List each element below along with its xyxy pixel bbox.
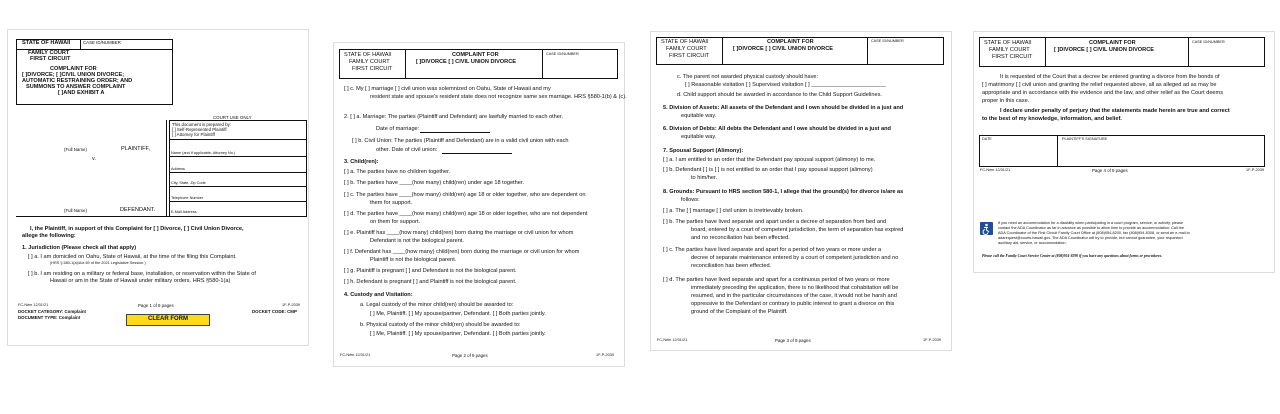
ada-line: adarequest@courts.hawaii.gov. The ADA Coordinator will try to provide, but cannot guarantee, your requested bbox=[998, 236, 1183, 240]
request-line: appropriate and in accordance with the evidence and the law, and other relief as the Court deems bbox=[982, 90, 1223, 96]
docket-category: DOCKET CATEGORY: Complaint bbox=[18, 309, 86, 314]
case-id-label: CASE ID/NUMBER bbox=[83, 40, 121, 45]
title-line: [ ]DIVORCE; [ ]CIVIL UNION DIVORCE; bbox=[22, 72, 125, 78]
document-type: DOCUMENT TYPE: Complaint bbox=[18, 315, 81, 320]
ada-line: ADA Coordinator of the First Circuit Family Court Office at (808)954-8200, fax (808)954-8308, or send an e-mail to bbox=[998, 231, 1190, 235]
page-1: STATE OF HAWAII CASE ID/NUMBER FAMILY COURT FIRST CIRCUIT COMPLAINT FOR [ ]DIVORCE; [ ]CIVIL UNION DIVORCE; AUTOMATIC RESTRAINING ORDER; AND SUMMONS TO ANSWER COMPLAINT [ ]AND EXHIBIT A COURT USE ONLY This document is prepared by: [ ] Self-Represented Plaintiff [ ] Attorney for Plaintiff Name (and if applicable, Attorney No.) Address City, State, Zip Code Telephone Number E-Mail Address (Full Name) PLAINTIFF, v. (Full Name) DEFENDANT. I, the Plaintiff, in support of this Complaint for [ ] Divorce, [ ] Civil Union Divorce, allege the following: 1. Jurisdiction (Please check all that apply) [ ] a. I am domiciled on Oahu, State of Hawaii, at the time of the filing this Complaint. (HRS § 580-1(a)/Act 69 of the 2021 Legislative Session.) [ ] b. I am residing on a military or federal base, installation, or reservation within the State of Hawaii or am in the State of Hawaii under military orders. HRS §580-1(a) FC-Ném 12/31/21 Page 1 of 9 pages 1F-P-2039 DOCKET CATEGORY: Complaint DOCKET CODE: CMP DOCUMENT TYPE: Complaint CLEAR FORM bbox=[8, 30, 308, 345]
accessibility-icon bbox=[980, 222, 993, 235]
signature-label: PLAINTIFF'S SIGNATURE bbox=[1062, 137, 1108, 141]
declare-line: I declare under penalty of perjury that the statements made herein are true and correct bbox=[1000, 108, 1230, 114]
intro-line: I, the Plaintiff, in support of this Complaint for [ ] Divorce, [ ] Civil Union Divorce, bbox=[30, 226, 244, 232]
versus: v. bbox=[92, 156, 96, 162]
footer-code: 1F-P-2039 bbox=[282, 303, 300, 307]
telephone-field-label: Telephone Number bbox=[171, 196, 204, 200]
attorney-checkbox[interactable]: [ ] Attorney for Plaintiff bbox=[172, 132, 215, 137]
defendant-name-label: (Full Name) bbox=[64, 208, 87, 213]
title-line: COMPLAINT FOR bbox=[50, 66, 97, 72]
clear-form-label: CLEAR FORM bbox=[148, 316, 188, 322]
intro-line: allege the following: bbox=[22, 233, 76, 239]
jurisdiction-heading: 1. Jurisdiction (Please check all that apply) bbox=[22, 245, 137, 251]
plaintiff-label: PLAINTIFF, bbox=[121, 146, 150, 152]
email-field-label: E-Mail Address bbox=[171, 210, 197, 214]
address-field-label: Address bbox=[171, 167, 185, 171]
request-line: It is requested of the Court that a decree be entered granting a divorce from the bonds of bbox=[1000, 74, 1220, 80]
title-line: SUMMONS TO ANSWER COMPLAINT bbox=[26, 84, 126, 90]
page-2: STATE OF HAWAII FAMILY COURT FIRST CIRCUIT COMPLAINT FOR [ ]DIVORCE [ ] CIVIL UNION DIVORCE CASE ID/NUMBER [ ] c. My [ ] marriage [ ] civil union was solemnized on Oahu, State of Hawaii and my resident state and spouse's resident state does not recognize same sex marriage. HRS §580-1(b) & (c). 2. [ ] a. Marriage: The parties (Plaintiff and Defendant) are lawfully married to each other. Date of marriage: [ ] b. Civil Union: The parties (Plaintiff and Defendant) are in a valid civil union with each other. Date of civil union: 3. Child(ren): [ ] a. The parties have no children together. [ ] b. The parties have ____(how many) child(ren) under age 18 together. [ ] c. The parties have ____(how many) child(ren) age 18 or older together, who are dependent on them for support. [ ] d. The parties have ____(how many) child(ren) age 18 or older together, who are not dependent on them for support. [ ] e. Plaintiff has ____(how many) child(ren) born during the marriage or civil union for whom Defendant is not the biological parent. [ ] f. Defendant has ____(how many) child(ren) born during the marriage or civil union for whom Plaintiff is not the biological parent. [ ] g. Plaintiff is pregnant [ ] and Defendant is not the biological parent. [ ] h. Defendant is pregnant [ ] and Plaintiff is not the biological parent. 4. Custody and Visitation: a. Legal custody of the minor child(ren) should be awarded to: [ ] Me, Plaintiff. [ ] My spouse/partner, Defendant. [ ] Both parties jointly. b. Physical custody of the minor child(ren) should be awarded to: [ ] Me, Plaintiff. [ ] My spouse/partner, Defendant. [ ] Both parties jointly. FC-Ném 12/31/21 Page 2 of 9 pages 1F-P-2039 bbox=[334, 43, 624, 366]
request-line: proper in this case. bbox=[982, 98, 1030, 104]
ada-line: auxiliary aid, service, or accommodation. bbox=[998, 241, 1067, 245]
declare-line: to the best of my knowledge, information, and belief. bbox=[982, 116, 1122, 122]
docket-code: DOCKET CODE: CMP bbox=[252, 309, 297, 314]
signature-box bbox=[979, 135, 1265, 167]
date-label: DATE bbox=[982, 137, 992, 141]
service-center-note: Please call the Family Court Service Center at (808)954-8290 if you have any questions about forms or procedures. bbox=[982, 254, 1163, 258]
ada-line: If you need an accommodation for a disability when participating in a court program, service, or activity, please bbox=[998, 221, 1184, 225]
court-use-heading: COURT USE ONLY bbox=[213, 115, 252, 120]
ada-line: contact the ADA Coordinator as far in advance as possible to allow time to provide an accommodation: Call the bbox=[998, 226, 1184, 230]
court-line: STATE OF HAWAII bbox=[22, 40, 71, 46]
footer-form: FC-Ném 12/31/21 bbox=[18, 303, 49, 307]
title-line: AUTOMATIC RESTRAINING ORDER; AND bbox=[22, 78, 133, 84]
page-3: STATE OF HAWAII FAMILY COURT FIRST CIRCUIT COMPLAINT FOR [ ]DIVORCE [ ] CIVIL UNION DIVORCE CASE ID/NUMBER c. The parent not awarded physical custody should have: [ ] Reasonable visitation [ ] Supervised visitation [ ] ________________________ d. Child support should be awarded in accordance to the Child Support Guidelines. 5. Division of Assets: All assets of the Defendant and I own should be divided in a just and equitable way. 6. Division of Debts: All debts the Defendant and I owe should be divided in a just and equitable way. 7. Spousal Support (Alimony): [ ] a. I am entitled to an order that the Defendant pay spousal support (alimony) to me. [ ] b. Defendant [ ] is [ ] is not entitled to an order that I pay spousal support (alimony) to him/her. 8. Grounds: Pursuant to HRS section 580-1, I allege that the ground(s) for divorce is/are as follows: [ ] a. The [ ] marriage [ ] civil union is irretrievably broken. [ ] b. The parties have lived separate and apart under a decree of separation from bed and board, entered by a court of competent jurisdiction, the term of separation has expired and no reconciliation has been effected. [ ] c. The parties have lived separate and apart for a period of two years or more under a decree of separate maintenance entered by a court of competent jurisdiction and no reconciliation has been effected. [ ] d. The parties have lived separate and apart for a continuous period of two years or more immediately preceding the application, there is no likelihood that cohabitation will be resumed, and in the particular circumstances of the case, it would not be harsh and oppressive to the Defendant or contrary to public interest to grant a divorce on this ground of the Complaint of the Plaintiff. FC-Ném 12/31/21 Page 3 of 9 pages 1F-P-2039 bbox=[651, 32, 951, 350]
jurisdiction-b[interactable]: [ ] b. I am residing on a military or federal base, installation, or reservation within the State of bbox=[28, 271, 256, 277]
jurisdiction-a[interactable]: [ ] a. I am domiciled on Oahu, State of Hawaii, at the time of the filing this Complaint. bbox=[28, 254, 237, 260]
page-4: STATE OF HAWAII FAMILY COURT FIRST CIRCUIT COMPLAINT FOR [ ]DIVORCE [ ] CIVIL UNION DIVORCE CASE ID/NUMBER It is requested of the Court that a decree be entered granting a divorce from the bonds of [ ] matrimony [ ] civil union and granting the relief requested above, all as alleged ad as may be appropriate and in accordance with the evidence and the law, and other relief as the Court deems proper in this case. I declare under penalty of perjury that the statements made herein are true and correct to the best of my knowledge, information, and belief. DATE PLAINTIFF'S SIGNATURE FC-Ném 12/31/21 Page 4 of 9 pages 1F-P-2039 If you need an accommodation for a disability when participating in a court program, service, or activity, please contact the ADA Coordinator as far in advance as possible to allow time to provide an accommodation: Call the ADA Coordinator of the First Circuit Family Court Office at (808)954-8200, fax (808)954-8308, or send an e-mail to adarequest@courts.hawaii.gov. The ADA Coordinator will try to provide, but cannot guarantee, your requested auxiliary aid, service, or accommodation. Please call the Family Court Service Center at (808)954-8290 if you have any questions about forms or procedures. bbox=[974, 32, 1274, 272]
self-represented-checkbox[interactable]: [ ] Self-Represented Plaintiff bbox=[172, 127, 227, 132]
name-field-label: Name (and if applicable, Attorney No.) bbox=[171, 151, 236, 155]
city-field-label: City, State, Zip Code bbox=[171, 181, 206, 185]
footer-page: Page 1 of 9 pages bbox=[138, 303, 174, 308]
defendant-label: DEFENDANT. bbox=[120, 207, 156, 213]
plaintiff-name-label: (Full Name) bbox=[64, 147, 87, 152]
title-line: [ ]AND EXHIBIT A bbox=[58, 90, 105, 96]
request-line[interactable]: [ ] matrimony [ ] civil union and granting the relief requested above, all as alleged ad as may be bbox=[982, 82, 1217, 88]
